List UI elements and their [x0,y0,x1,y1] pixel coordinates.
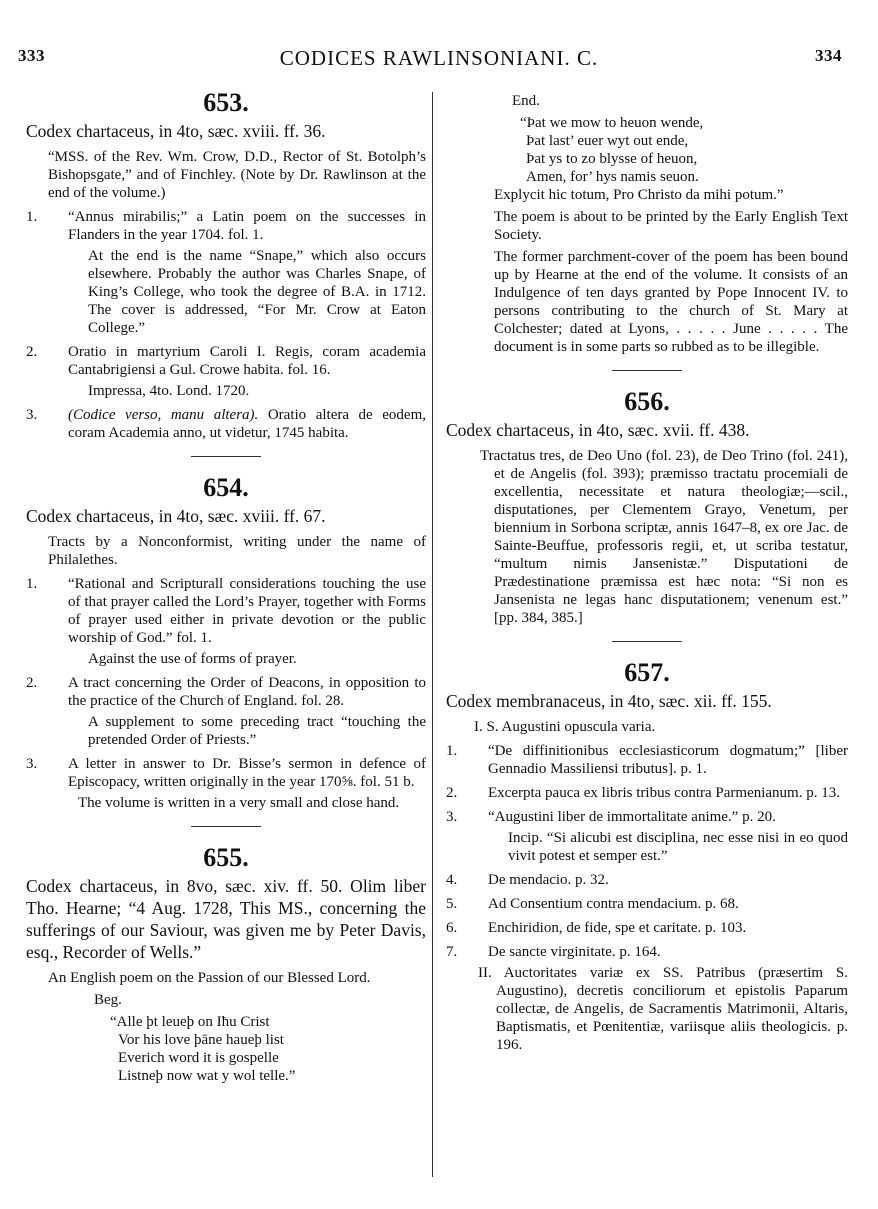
codex-description-657: Codex membranaceus, in 4to, sæc. xii. ff. 155. [446,691,772,711]
item-654-2 [26,674,426,710]
item-text: Ad Consentium contra mendacium. p. 68. [488,896,739,912]
item-text: Oratio in martyrium Caroli I. Regis, coram academia Cantabrigiensi a Gul. Crowe habita. fol. 16. [68,344,426,378]
item-654-3-note: The volume is written in a very small and close hand. [78,795,400,811]
item-number: 3. [26,407,38,423]
item-text: A letter in answer to Dr. Bisse’s sermon in defence of Episcopacy, written originally in the year 170⅝. fol. 51 b. [68,756,426,790]
paragraph-eets: The poem is about to be printed by the Early English Text Society. [494,209,848,243]
item-text: “Rational and Scripturall considerations touching the use of that prayer called the Lord’s Prayer, together with Forms of prayer used either in private devotion or the public worship of God.” fol. 1. [68,576,426,646]
item-653-1-note: At the end is the name “Snape,” which also occurs elsewhere. Probably the author was Charles Snape, of King’s College, who took the degree of B.A. in 1712. The cover is addressed, “For Mr. Crow at Eaton College.” [88,248,426,336]
item-text: “Annus mirabilis;” a Latin poem on the successes in Flanders in the year 1704. fol. 1. [68,209,426,243]
entry-number-657: 657. [624,658,670,687]
verse-line: Vor his love þāne haueþ list [118,1032,284,1048]
item-number: 5. [446,896,458,912]
item-654-1 [26,575,426,647]
section-separator [191,456,261,457]
item-653-3 [26,406,426,442]
item-number: 1. [446,743,458,759]
item-653-2 [26,343,426,379]
item-number: 4. [446,872,458,888]
item-657-3 [446,808,848,826]
codex-description-655: Codex chartaceus, in 8vo, sæc. xiv. ff. 50. Olim liber Tho. Hearne; “4 Aug. 1728, This MS., concerning the sufferings of our Saviour, was given me by Peter Davis, esq., Recorder of Wells.” [26,876,426,962]
item-number: 2. [26,344,38,360]
entry-number-655: 655. [203,843,249,872]
item-number: 6. [446,920,458,936]
item-653-2-note: Impressa, 4to. Lond. 1720. [88,383,250,399]
right-column [446,92,848,1058]
item-number: 1. [26,209,38,225]
entry-number-654: 654. [203,473,249,502]
codex-description-653: Codex chartaceus, in 4to, sæc. xviii. ff. 36. [26,121,326,141]
note-655: An English poem on the Passion of our Blessed Lord. [48,970,371,986]
item-text: De sancte virginitate. p. 164. [488,944,661,960]
verse-line: Þat last’ euer wyt out ende, [526,133,689,149]
item-text: De mendacio. p. 32. [488,872,609,888]
verse-line: Everich word it is gospelle [118,1050,279,1066]
item-654-1-note: Against the use of forms of prayer. [88,651,297,667]
item-text: Enchiridion, de fide, spe et caritate. p. 103. [488,920,747,936]
page-number-left: 333 [18,46,45,65]
verse-line: “Alle þt leueþ on Iħu Crist [110,1014,270,1030]
codex-description-656: Codex chartaceus, in 4to, sæc. xvii. ff. 438. [446,420,750,440]
verse-line: Amen, for’ hys namis seuon. [526,169,699,185]
paragraph-cover: The former parchment-cover of the poem has been bound up by Hearne at the end of the volume. It consists of an Indulgence of ten days granted by Pope Innocent IV. to persons contributing to the church of St. Mary at Colchester; dated at Lyons, . . . . . June . . . . . The document is in some parts so rubbed as to be illegible. [494,249,848,355]
running-title: CODICES RAWLINSONIANI. C. [279,46,599,70]
note-654: Tracts by a Nonconformist, writing under the name of Philalethes. [48,534,426,568]
item-653-1 [26,208,426,244]
item-657-1 [446,742,848,778]
item-657-2 [446,784,848,802]
beg-label: Beg. [94,992,122,1008]
item-657-7 [446,943,848,961]
end-label: End. [512,93,540,109]
verse-line: Þat ys to zo blysse of heuon, [526,151,698,167]
page-number-right: 334 [815,46,842,65]
item-text: “De diffinitionibus ecclesiasticorum dogmatum;” [liber Gennadio Massiliensi tributus]. p. 1. [488,743,848,777]
item-text: A tract concerning the Order of Deacons, in opposition to the practice of the Church of England. fol. 28. [68,675,426,709]
body-656: Tractatus tres, de Deo Uno (fol. 23), de Deo Trino (fol. 241), et de Angelis (fol. 393); præmisso tractatu procemiali de excellentia, necessitate et natura theologiæ;—scil., disputationes, per Clementem Grayo, Venetum, per biennium in Sorbona scriptæ, annis 1647–8, ex ore Jac. de Sainte-Beuffue, professoris regii, et, ut scriba testatur, “multum nimis Jansenistæ.” Disputationi de Prædestinatione præmissa est hæc nota: “Si non es Jansenista ne legas hanc disputationem; venenum est.” [pp. 384, 385.] [480,448,848,626]
item-657-3-note: Incip. “Si alicubi est disciplina, nec esse nisi in eo quod vivit potest et semper est.” [508,830,848,864]
item-text: Oratio altera de eodem, coram Academia anno, ut videtur, 1745 habita. [68,407,426,441]
entry-number-653: 653. [203,88,249,117]
section-separator [612,370,682,371]
part-heading-2: II. Auctoritates variæ ex SS. Patribus (præsertim S. Augustino), decretis conciliorum et epistolis Paparum collectæ, de Angelis, de Sacramentis Matrimonii, Altaris, Baptismatis, et Pœnitentiæ, variisque aliis theologicis. p. 196. [478,965,848,1053]
item-654-3 [26,755,426,791]
item-number: 2. [26,675,38,691]
item-654-2-note: A supplement to some preceding tract “touching the pretended Order of Priests.” [88,714,426,748]
item-text: “Augustini liber de immortalitate anime.” p. 20. [488,809,776,825]
part-heading-1: I. S. Augustini opuscula varia. [474,719,656,735]
item-657-5 [446,895,848,913]
section-separator [191,826,261,827]
item-text: Excerpta pauca ex libris tribus contra Parmenianum. p. 13. [488,785,840,801]
left-column [26,88,426,1085]
verse-line: “Þat we mow to heuon wende, [520,115,704,131]
column-divider [432,92,433,1177]
entry-number-656: 656. [624,387,670,416]
item-number: 2. [446,785,458,801]
item-number: 1. [26,576,38,592]
item-number: 7. [446,944,458,960]
explicit: Explycit hic totum, Pro Christo da mihi potum.” [494,187,784,203]
item-657-4 [446,871,848,889]
section-separator [612,641,682,642]
codex-description-654: Codex chartaceus, in 4to, sæc. xviii. ff. 67. [26,506,326,526]
item-657-6 [446,919,848,937]
verse-line: Listneþ now wat y wol telle.” [118,1068,296,1084]
note-653: “MSS. of the Rev. Wm. Crow, D.D., Rector of St. Botolph’s Bishopsgate,” and of Finchley. (Note by Dr. Rawlinson at the end of the volume.) [48,149,426,201]
item-number: 3. [26,756,38,772]
item-italic-text: (Codice verso, manu altera). [68,407,259,423]
item-number: 3. [446,809,458,825]
